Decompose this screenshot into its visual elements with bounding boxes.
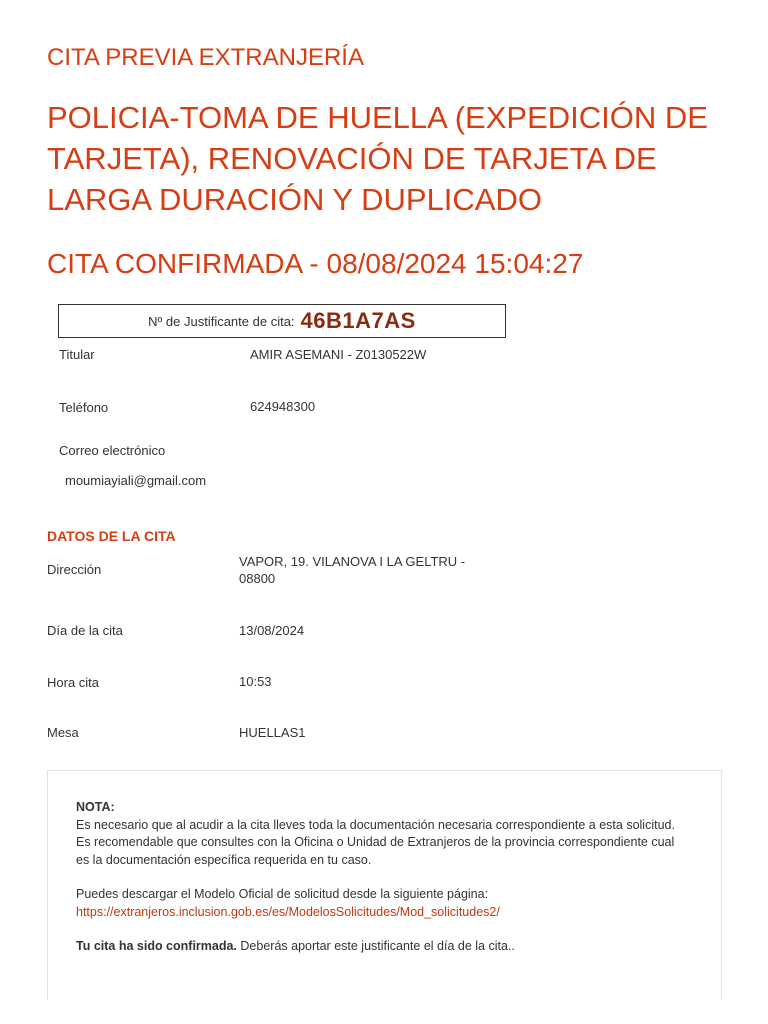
address-line1: VAPOR, 19. VILANOVA I LA GELTRU - [239, 554, 466, 569]
date-label: Día de la cita [47, 623, 123, 638]
confirmation-title: CITA CONFIRMADA - 08/08/2024 15:04:27 [47, 248, 584, 279]
justificante-code: 46B1A7AS [300, 308, 416, 333]
note-confirmed-bold: Tu cita ha sido confirmada. [76, 939, 237, 953]
date-value: 13/08/2024 [239, 623, 305, 638]
phone-value: 624948300 [250, 399, 316, 414]
site-title: CITA PREVIA EXTRANJERÍA [47, 44, 364, 71]
phone-label: Teléfono [59, 400, 109, 415]
appointment-section-title: DATOS DE LA CITA [47, 528, 176, 544]
service-title: POLICIA-TOMA DE HUELLA (EXPEDICIÓN DE TARJETA), RENOVACIÓN DE TARJETA DE LARGA DURACIÓN Y DUPLICADO [47, 100, 708, 217]
note-title: NOTA: [76, 800, 115, 814]
address-line2: 08800 [239, 571, 276, 586]
titular-label: Titular [59, 347, 95, 362]
note-paragraph-2: Puedes descargar el Modelo Oficial de solicitud desde la siguiente página: [76, 887, 489, 901]
note-confirmed-rest: Deberás aportar este justificante el día de la cita.. [236, 939, 515, 953]
email-value: moumiayiali@gmail.com [65, 473, 207, 488]
titular-value: AMIR ASEMANI - Z0130522W [250, 347, 427, 362]
note-box [47, 770, 722, 1000]
email-label: Correo electrónico [59, 443, 166, 458]
model-download-link[interactable]: https://extranjeros.inclusion.gob.es/es/ModelosSolicitudes/Mod_solicitudes2/ [76, 904, 500, 919]
justificante-box [58, 304, 506, 338]
time-label: Hora cita [47, 675, 100, 690]
desk-value: HUELLAS1 [239, 725, 306, 740]
note-paragraph-1: Es necesario que al acudir a la cita lleves toda la documentación necesaria correspondiente a esta solicitud. Es recomendable que consultes con la Oficina o Unidad de Extranjeros de la provincia correspondiente cual es la documentación específica requerida en tu caso. [76, 817, 675, 867]
note-confirmation [76, 938, 686, 956]
justificante-label: Nº de Justificante de cita: [148, 313, 295, 329]
address-label: Dirección [47, 562, 102, 577]
desk-label: Mesa [47, 725, 79, 740]
time-value: 10:53 [239, 674, 272, 689]
